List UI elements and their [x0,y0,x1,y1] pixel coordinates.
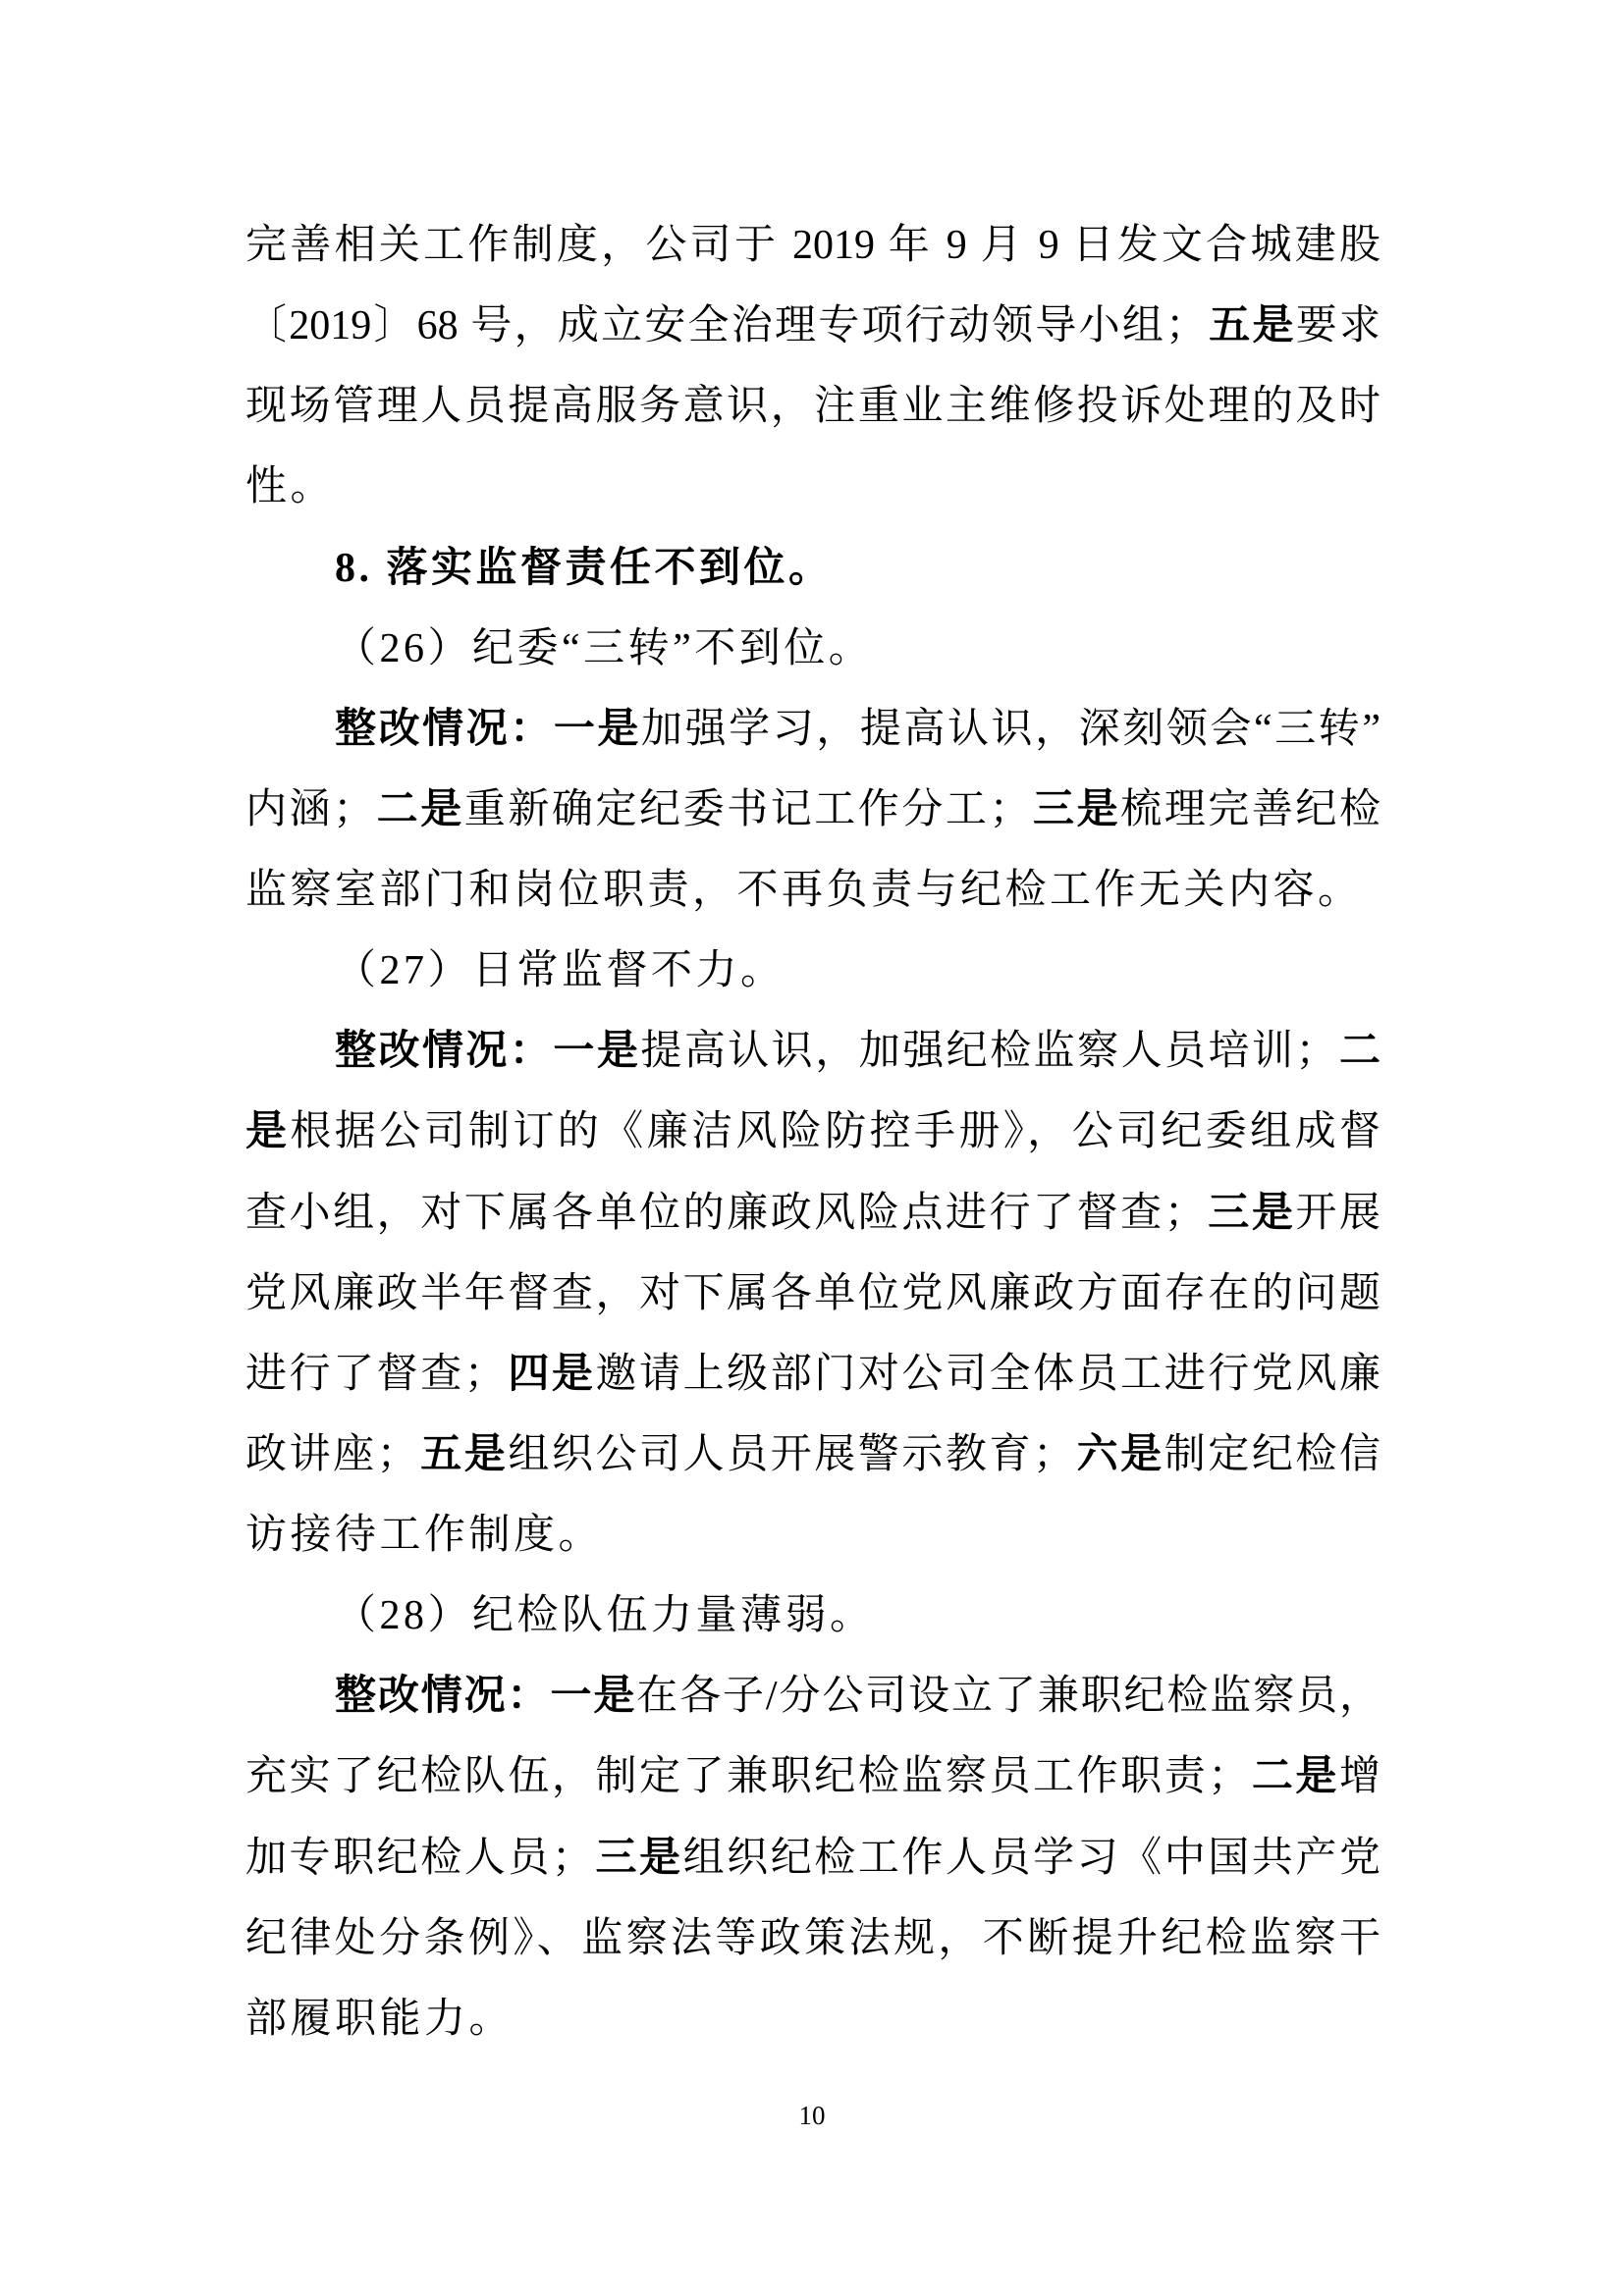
text-line [245,850,1380,931]
text-run: 要求 [1295,303,1380,349]
bold-text-run: 六是 [1074,1431,1164,1477]
text-run: 进行了督查； [245,1351,506,1397]
bold-text-run: 三是 [592,1835,683,1881]
text-line [245,770,1380,850]
text-run: 政讲座； [245,1431,418,1477]
bold-text-run: 五是 [417,1431,509,1477]
bold-text-run: 二是 [374,786,464,832]
bold-text-run: 整改情况：一是 [335,1029,641,1075]
text-run: 开展 [1295,1190,1380,1236]
bold-text-run: 二是 [1249,1754,1339,1800]
text-line [245,609,1380,689]
text-line [245,1979,1380,2059]
text-run: 在各子/分公司设立了兼职纪检监察员， [636,1674,1380,1720]
bold-text-run: 三是 [1030,786,1121,832]
bold-text-run: 四是 [505,1351,596,1397]
text-line [245,1415,1380,1495]
text-line [245,689,1380,770]
text-run: 党风廉政半年督查，对下属各单位党风廉政方面存在的问题 [245,1270,1380,1316]
text-run: 完善相关工作制度，公司于 2019 年 9 月 9 日发文合城建股 [245,223,1380,268]
text-line [245,1656,1380,1736]
bold-text-run: 整改情况：一是 [335,1674,637,1720]
text-line [245,1092,1380,1172]
text-run: 提高认识，加强纪检监察人员培训； [640,1029,1337,1075]
text-run: 现场管理人员提高服务意识，注重业主维修投诉处理的及时 [245,384,1380,430]
text-run: 纪律处分条例》、监察法等政策法规，不断提升纪检监察干 [245,1915,1380,1961]
text-line [245,286,1380,366]
text-run: 内涵； [245,786,375,832]
text-run: （26）纪委“三转”不到位。 [335,625,874,671]
text-line [245,1334,1380,1415]
text-run: 重新确定纪委书记工作分工； [463,786,1031,832]
bold-text-run: 五是 [1207,303,1296,349]
bold-text-run: 8. 落实监督责任不到位。 [335,545,834,591]
text-line [245,366,1380,447]
text-run: 加专职纪检人员； [245,1835,593,1881]
text-run: 制定纪检信 [1164,1431,1380,1477]
document-body [245,205,1380,2059]
text-line [245,1898,1380,1979]
text-line [245,1818,1380,1898]
bold-text-run: 整改情况：一是 [335,706,641,752]
text-run: 邀请上级部门对公司全体员工进行党风廉 [595,1351,1380,1397]
text-line [245,1173,1380,1254]
bold-text-run: 是 [245,1109,291,1155]
text-line [245,1736,1380,1817]
text-run: （27）日常监督不力。 [335,948,785,994]
text-line [245,1495,1380,1575]
text-run: 查小组，对下属各单位的廉政风险点进行了督查； [245,1190,1206,1236]
bold-text-run: 三是 [1205,1190,1296,1236]
text-run: （28）纪检队伍力量薄弱。 [335,1593,875,1639]
text-line [245,205,1380,286]
bold-text-run: 二 [1336,1029,1380,1075]
text-run: 增 [1338,1754,1380,1800]
text-run: 梳理完善纪检 [1120,786,1380,832]
text-line [245,447,1380,527]
text-run: 访接待工作制度。 [245,1513,604,1558]
text-run: 根据公司制订的《廉洁风险防控手册》，公司纪委组成督 [290,1109,1380,1155]
text-line [245,1011,1380,1092]
text-line [245,1575,1380,1656]
text-run: 组织纪检工作人员学习《中国共产党 [682,1835,1380,1881]
text-run: 〔2019〕68 号，成立安全治理专项行动领导小组； [245,303,1208,349]
text-run: 加强学习，提高认识，深刻领会“三转” [641,706,1380,752]
page-number: 10 [798,2101,826,2130]
text-run: 性。 [245,464,336,510]
text-run: 监察室部门和岗位职责，不再负责与纪检工作无关内容。 [245,868,1363,913]
text-line [245,528,1380,609]
text-line [245,1254,1380,1334]
text-run: 部履职能力。 [245,1996,514,2042]
text-run: 充实了纪检队伍，制定了兼职纪检监察员工作职责； [245,1754,1250,1800]
text-run: 组织公司人员开展警示教育； [508,1431,1075,1477]
text-line [245,931,1380,1011]
